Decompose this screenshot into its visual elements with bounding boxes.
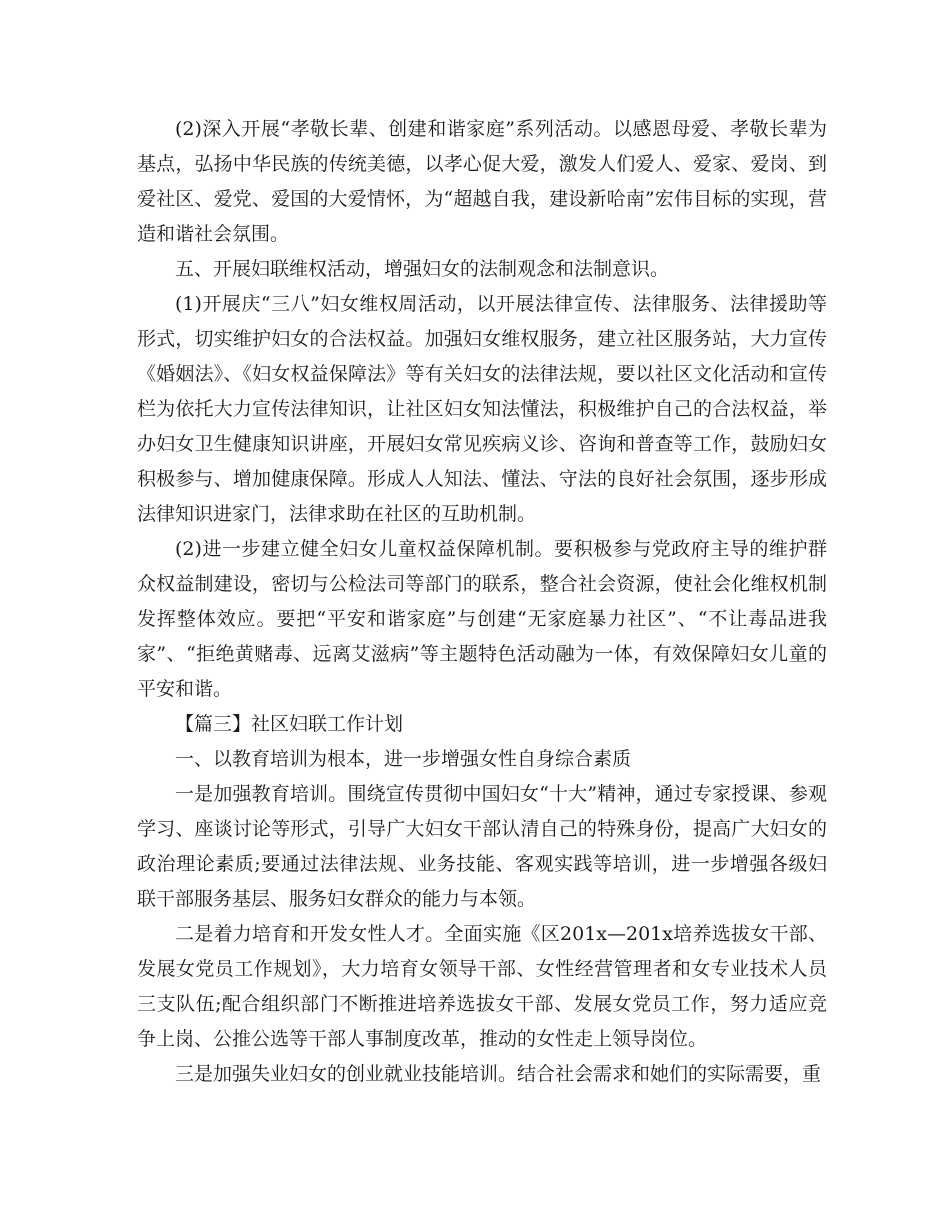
article-title-part-three: 【篇三】社区妇联工作计划 xyxy=(175,713,404,735)
paragraph-employment-training: 三是加强失业妇女的创业就业技能培训。结合社会需求和她们的实际需要，重 xyxy=(175,1063,822,1085)
document-page xyxy=(137,112,827,1092)
section-heading-rights-protection: 五、开展妇联维权活动，增强妇女的法制观念和法制意识。 xyxy=(175,258,670,280)
paragraph-rights-mechanism: (2)进一步建立健全妇女儿童权益保障机制。要积极参与党政府主导的维护群众权益制建设，密切与公检法司等部门的联系，整合社会资源，使社会化维权机制发挥整体效应。要把“平安和谐家庭”与创建“无家庭暴力社区”、“不让毒品进我家”、“拒绝黄赌毒、远离艾滋病”等主题特色活动融为一体，有效保障妇女儿童的平安和谐。 xyxy=(137,538,827,700)
section-heading-education-training: 一、以教育培训为根本，进一步增强女性自身综合素质 xyxy=(175,748,632,770)
paragraph-filial-piety-activity: (2)深入开展“孝敬长辈、创建和谐家庭”系列活动。以感恩母爱、孝敬长辈为基点，弘扬中华民族的传统美德，以孝心促大爱，激发人们爱人、爱家、爱岗、到爱社区、爱党、爱国的大爱情怀，为“超越自我，建设新哈南”宏伟目标的实现，营造和谐社会氛围。 xyxy=(137,118,827,245)
paragraph-womens-day-rights-week: (1)开展庆“三八”妇女维权周活动，以开展法律宣传、法律服务、法律援助等形式，切实维护妇女的合法权益。加强妇女维权服务，建立社区服务站，大力宣传《婚姻法》、《妇女权益保障法》等有关妇女的法律法规，要以社区文化活动和宣传栏为依托大力宣传法律知识，让社区妇女知法懂法，积极维护自己的合法权益，举办妇女卫生健康知识讲座，开展妇女常见疾病义诊、咨询和普查等工作，鼓励妇女积极参与、增加健康保障。形成人人知法、懂法、守法的良好社会氛围，逐步形成法律知识进家门，法律求助在社区的互助机制。 xyxy=(137,293,827,525)
paragraph-female-talent: 二是着力培育和开发女性人才。全面实施《区201x—201x培养选拔女干部、发展女党员工作规划》，大力培育女领导干部、女性经营管理者和女专业技术人员三支队伍;配合组织部门不断推进培养选拔女干部、发展女党员工作，努力适应竞争上岗、公推公选等干部人事制度改革，推动的女性走上领导岗位。 xyxy=(137,923,827,1050)
paragraph-strengthen-training: 一是加强教育培训。围绕宣传贯彻中国妇女“十大”精神，通过专家授课、参观学习、座谈讨论等形式，引导广大妇女干部认清自己的特殊身份，提高广大妇女的政治理论素质;要通过法律法规、业务技能、客观实践等培训，进一步增强各级妇联干部服务基层、服务妇女群众的能力与本领。 xyxy=(137,783,827,910)
